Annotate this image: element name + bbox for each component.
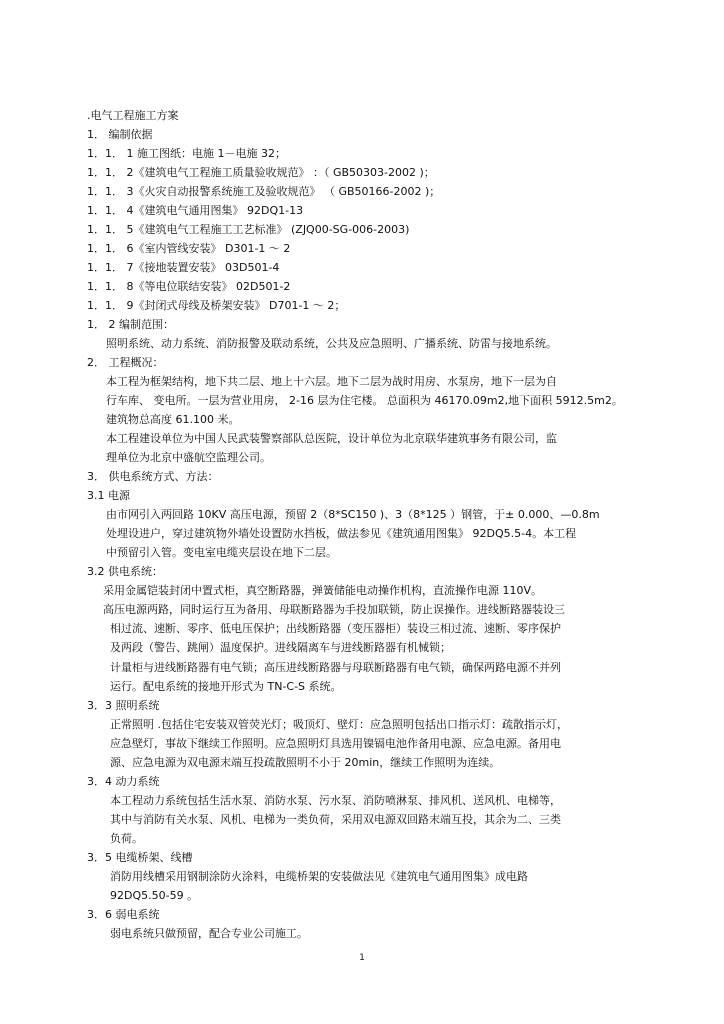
text-line: 1．1． 2《建筑电气工程施工质量验收规范》 ：（ GB50303-2002 )； [87,166,435,179]
section-heading: 3．4 动力系统 [87,775,160,788]
text-line: 1．1． 4《建筑电气通用图集》 92DQ1-13 [87,204,304,217]
text-line: 处埋设进户，穿过建筑物外墙处设置防水挡板，做法参见《建筑通用图集》 92DQ5.5-4。本工程 [106,527,577,540]
text-line: 92DQ5.50-59 。 [110,889,199,902]
section-heading: 2． 工程概况： [87,356,164,369]
document-title: .电气工程施工方案 [87,109,179,122]
section-heading: 3．3 照明系统 [87,699,160,712]
text-line: 高压电源两路，同时运行互为备用、母联断路器为手投加联锁，防止误操作。进线断路器装设三 [103,603,565,616]
section-heading: 3.1 电源 [87,489,130,502]
text-line: 1．1． 1 施工图纸：电施 1－电施 32； [87,147,286,160]
text-line: 本工程建设单位为中国人民武装警察部队总医院，设计单位为北京联华建筑事务有限公司，监 [106,432,557,445]
text-line: 由市网引入两回路 10KV 高压电源，预留 2（8*SC150 )、3（8*125 ）钢管，于± 0.000、—0.8m [106,508,600,521]
section-heading: 1． 编制依据 [87,128,153,141]
text-line: 其中与消防有关水泵、风机、电梯为一类负荷，采用双电源双回路末端互投，其余为二、三类 [110,813,561,826]
text-line: 消防用线槽采用钢制涂防火涂料，电缆桥架的安装做法见《建筑电气通用图集》成电路 [110,870,528,883]
text-line: 本工程为框架结构，地下共二层、地上十六层。地下二层为战时用房、水泵房，地下一层为自 [106,375,557,388]
text-line: 1．1． 7《接地装置安装》 03D501-4 [87,261,280,274]
text-line: 1．1． 8《等电位联结安装》 02D501-2 [87,280,291,293]
text-line: 照明系统、动力系统、消防报警及联动系统，公共及应急照明、广播系统、防雷与接地系统。 [106,337,557,350]
text-line: 正常照明 .包括住宅安装双管荧光灯；吸顶灯、壁灯：应急照明包括出口指示灯：疏散指示灯， [110,718,568,731]
text-line: 相过流、速断、零序、低电压保护；出线断路器（变压器柜）装设三相过流、速断、零序保护 [110,622,561,635]
text-line: 中预留引入管。变电室电缆夹层设在地下二层。 [106,546,337,559]
text-line: 行车库、 变电所。一层为营业用房， 2-16 层为住宅楼。 总面积为 46170.09m2,地下面积 5912.5m2。 [106,394,623,407]
text-line: 源、应急电源为双电源末端互投疏散照明不小于 20min，继续工作照明为连续。 [110,756,501,769]
section-heading: 3.2 供电系统： [87,565,163,578]
text-line: 弱电系统只做预留，配合专业公司施工。 [110,927,308,940]
text-line: 建筑物总高度 61.100 米。 [106,413,240,426]
text-line: 负荷。 [110,832,143,845]
section-heading: 3． 供电系统方式、方法： [87,470,219,483]
section-heading: 3．6 弱电系统 [87,908,160,921]
text-line: 本工程动力系统包括生活水泵、消防水泵、污水泵、消防喷淋泵、排风机、送风机、电梯等， [110,794,561,807]
text-line: 理单位为北京中盛航空监理公司。 [106,451,271,464]
section-heading: 3．5 电缆桥架、线槽 [87,851,193,864]
text-line: 及两段（警告、跳闸）温度保护。进线隔离车与进线断路器有机械锁； [110,641,451,654]
text-line: 1．1． 6《室内管线安装》 D301-1 ～ 2 [87,242,291,255]
text-line: 1．1． 3《火灾自动报警系统施工及验收规范》 （ GB50166-2002 )； [87,185,441,198]
text-line: 采用金属铠装封闭中置式柜，真空断路器，弹簧储能电动操作机构，直流操作电源 110V。 [103,584,543,597]
text-line: 计量柜与进线断路器有电气锁；高压进线断路器与母联断路器有电气锁，确保两路电源不并列 [110,661,561,674]
page-number: 1 [359,953,365,963]
section-heading: 1． 2 编制范围： [87,318,174,331]
text-line: 1．1． 5《建筑电气工程施工工艺标准》 (ZJQ00-SG-006-2003) [87,223,410,236]
text-line: 运行。配电系统的接地开形式为 TN-C-S 系统。 [110,680,342,693]
text-line: 1．1． 9《封闭式母线及桥架安装》 D701-1 ～ 2； [87,299,346,312]
text-line: 应急壁灯，事故下继续工作照明。应急照明灯具选用镍镉电池作备用电源、应急电源。备用电 [110,737,561,750]
